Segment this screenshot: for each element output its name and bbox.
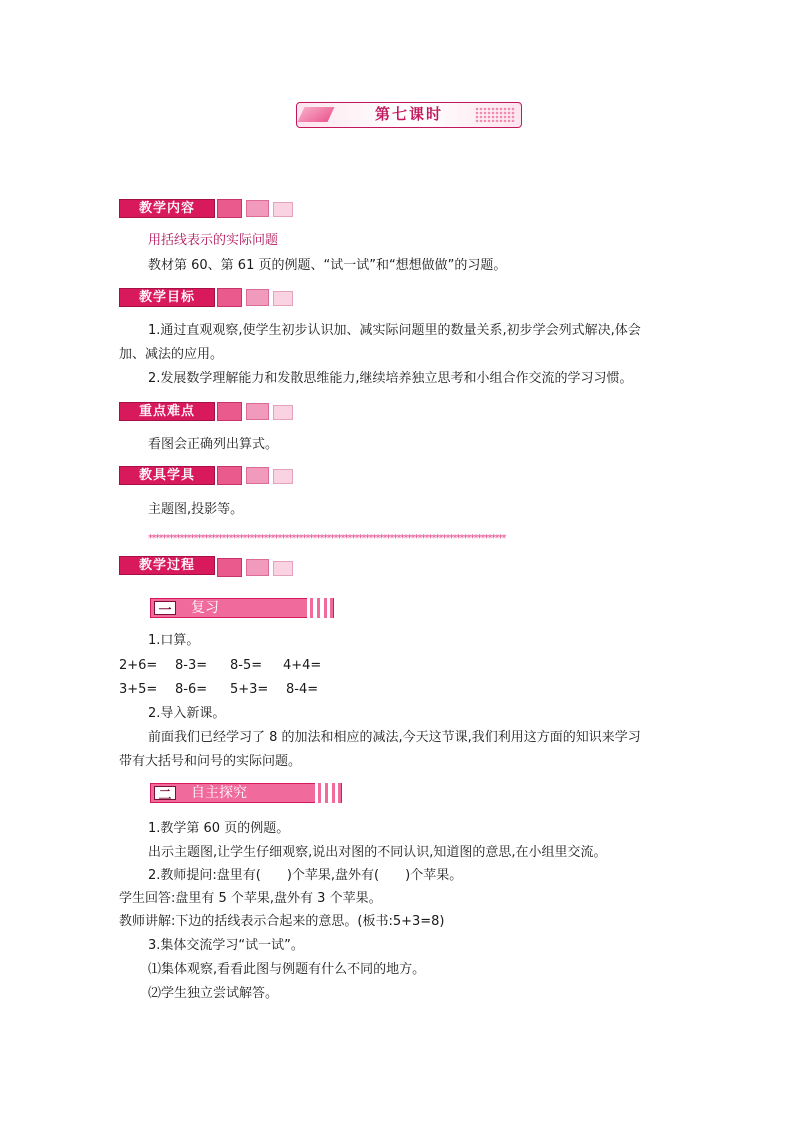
- step-number: 二: [154, 786, 176, 800]
- lesson-title: 第七课时: [374, 105, 443, 123]
- section-label-key: 重点难点: [119, 402, 215, 421]
- mental-math-item: 4+4=: [283, 658, 322, 673]
- mental-math-item: 8-5=: [230, 658, 263, 673]
- explore-line: 教师讲解:下边的括线表示合起来的意思。(板书:5+3=8): [119, 914, 445, 929]
- content-subtitle: 用括线表示的实际问题: [148, 233, 279, 248]
- explore-line: 学生回答:盘里有 5 个苹果,盘外有 3 个苹果。: [119, 891, 382, 906]
- content-line: 教材第 60、第 61 页的例题、“试一试”和“想想做做”的习题。: [148, 258, 507, 273]
- step-bar-explore: [150, 783, 342, 803]
- mental-math-item: 8-4=: [286, 682, 319, 697]
- mental-math-item: 3+5=: [119, 682, 158, 697]
- section-label-content: 教学内容: [119, 199, 215, 218]
- section-label-process: 教学过程: [119, 556, 215, 575]
- section-label-tools: 教具学具: [119, 466, 215, 485]
- section-label-goals: 教学目标: [119, 288, 215, 307]
- explore-line: 3.集体交流学习“试一试”。: [148, 938, 304, 953]
- step-number: 一: [154, 601, 176, 615]
- explore-line: 2.教师提问:盘里有( )个苹果,盘外有( )个苹果。: [148, 868, 463, 883]
- step-bar-review: [150, 598, 334, 618]
- review-line: 前面我们已经学习了 8 的加法和相应的减法,今天这节课,我们利用这方面的知识来学习: [148, 730, 641, 745]
- key-line: 看图会正确列出算式。: [148, 437, 279, 452]
- goal-line: 1.通过直观观察,使学生初步认识加、减实际问题里的数量关系,初步学会列式解决,体会: [148, 323, 641, 338]
- lesson-banner: [296, 102, 522, 128]
- explore-line: ⑴集体观察,看看此图与例题有什么不同的地方。: [148, 962, 426, 977]
- tools-line: 主题图,投影等。: [148, 502, 244, 517]
- mental-math-item: 2+6=: [119, 658, 158, 673]
- review-line: 1.口算。: [148, 633, 200, 648]
- mental-math-item: 5+3=: [230, 682, 269, 697]
- explore-line: ⑵学生独立尝试解答。: [148, 986, 279, 1001]
- goal-line: 2.发展数学理解能力和发散思维能力,继续培养独立思考和小组合作交流的学习习惯。: [148, 371, 633, 386]
- step-label: 复习: [191, 600, 219, 616]
- review-line: 带有大括号和问号的实际问题。: [119, 754, 302, 769]
- review-line: 2.导入新课。: [148, 706, 226, 721]
- mental-math-item: 8-6=: [175, 682, 208, 697]
- star-divider: ******************************************************************************************************: [148, 534, 505, 544]
- step-label: 自主探究: [191, 785, 247, 801]
- mental-math-item: 8-3=: [175, 658, 208, 673]
- step-bar-end-decoration: [307, 598, 333, 618]
- explore-line: 出示主题图,让学生仔细观察,说出对图的不同认识,知道图的意思,在小组里交流。: [148, 845, 607, 860]
- goal-line: 加、减法的应用。: [119, 347, 224, 362]
- explore-line: 1.教学第 60 页的例题。: [148, 821, 290, 836]
- step-bar-end-decoration: [315, 783, 341, 803]
